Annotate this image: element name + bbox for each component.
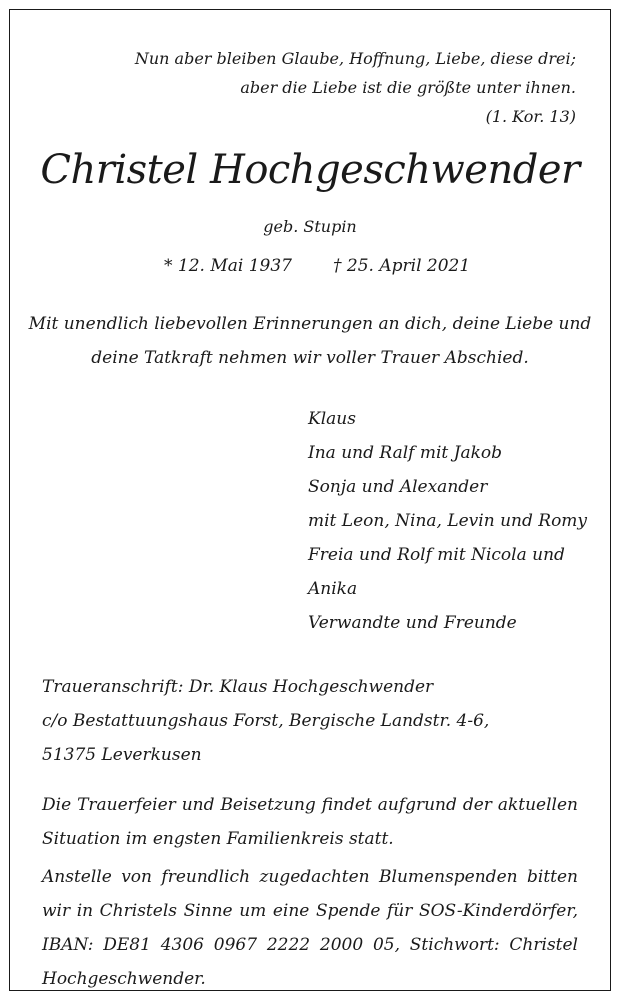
address-line-3: 51375 Leverkusen bbox=[42, 745, 202, 765]
family-member: Sonja und Alexander bbox=[308, 477, 488, 497]
family-member: Anika bbox=[308, 579, 358, 599]
family-member: Verwandte und Freunde bbox=[308, 613, 517, 633]
address-line-1: Traueranschrift: Dr. Klaus Hochgeschwender bbox=[42, 677, 434, 697]
address-line-2: c/o Bestattuungshaus Forst, Bergische Landstr. 4-6, bbox=[42, 711, 490, 731]
ceremony-notice: Die Trauerfeier und Beisetzung findet aufgrund der aktuellen Situation im engsten Familienkreis statt. bbox=[42, 795, 578, 849]
deceased-name: Christel Hochgeschwender bbox=[40, 147, 580, 193]
death-date: † 25. April 2021 bbox=[333, 256, 471, 276]
family-member: Klaus bbox=[308, 409, 356, 429]
message-line-1: Mit unendlich liebevollen Erinnerungen an dich, deine Liebe und bbox=[28, 314, 592, 334]
quote-source: (1. Kor. 13) bbox=[485, 107, 576, 126]
family-member: Freia und Rolf mit Nicola und bbox=[308, 545, 565, 565]
family-member: mit Leon, Nina, Levin und Romy bbox=[308, 511, 588, 531]
donation-request: Anstelle von freundlich zugedachten Blumenspenden bitten wir in Christels Sinne um eine Spende für SOS-Kinderdörfer, IBAN: DE81 4306 0967 2222 2000 05, Stichwort: Christel Hochgeschwender. bbox=[42, 867, 578, 989]
family-member: Ina und Ralf mit Jakob bbox=[308, 443, 503, 463]
quote-line-1: Nun aber bleiben Glaube, Hoffnung, Liebe, diese drei; bbox=[134, 49, 576, 68]
maiden-name: geb. Stupin bbox=[263, 217, 357, 236]
birth-date: * 12. Mai 1937 bbox=[164, 256, 292, 276]
message-line-2: deine Tatkraft nehmen wir voller Trauer Abschied. bbox=[91, 348, 529, 368]
quote-line-2: aber die Liebe ist die größte unter ihnen. bbox=[240, 78, 576, 97]
